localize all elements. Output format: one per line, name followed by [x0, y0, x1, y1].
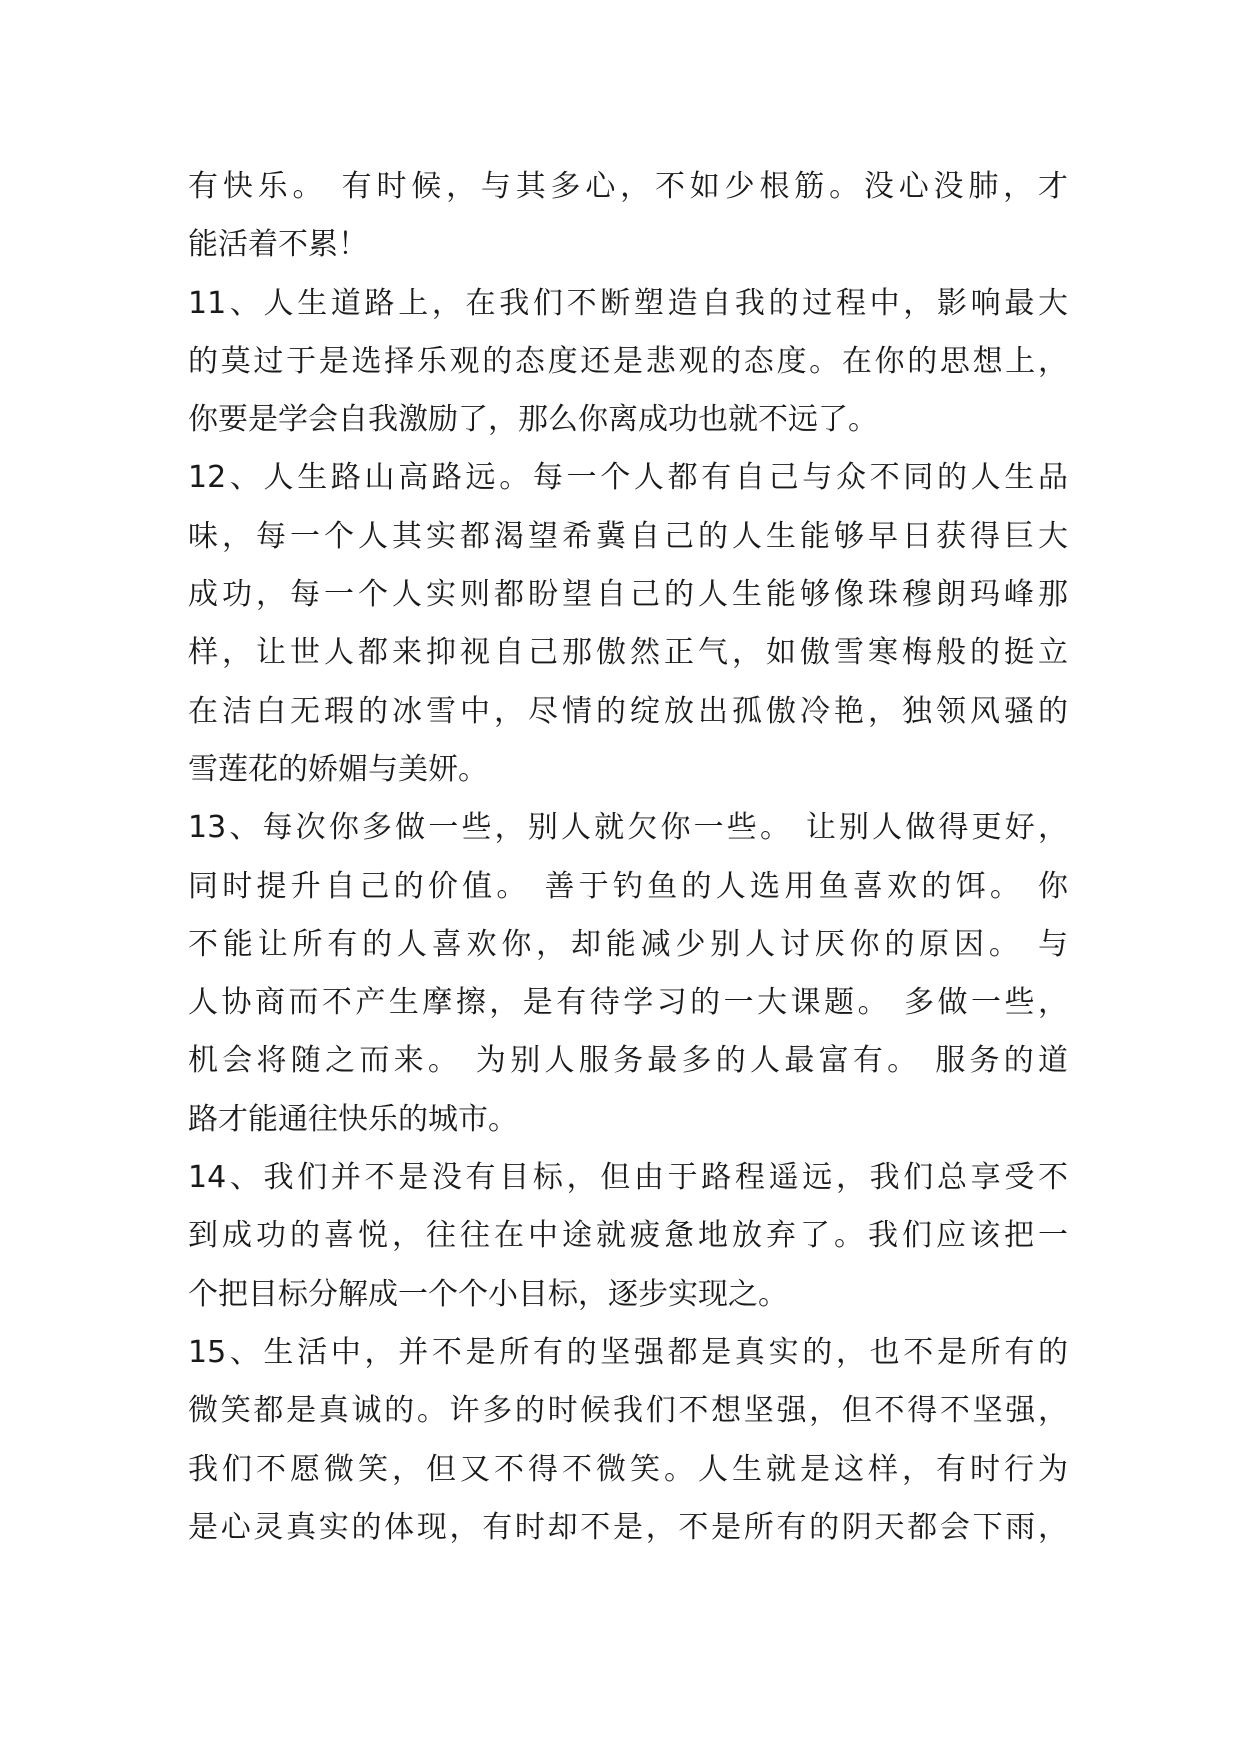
text-line: 12、人生路山高路远。每一个人都有自己与众不同的人生品: [188, 460, 1068, 496]
text-line: 成功，每一个人实则都盼望自己的人生能够像珠穆朗玛峰那: [188, 577, 1068, 613]
text-line: 你要是学会自我激励了，那么你离成功也就不远了。: [188, 402, 878, 438]
text-line: 我们不愿微笑，但又不得不微笑。人生就是这样，有时行为: [188, 1451, 1068, 1487]
text-line: 14、我们并不是没有目标，但由于路程遥远，我们总享受不: [188, 1160, 1068, 1196]
text-line: 有快乐。 有时候，与其多心，不如少根筋。没心没肺，才: [188, 169, 1068, 204]
text-line: 是心灵真实的体现，有时却不是，不是所有的阴天都会下雨，: [188, 1509, 1068, 1545]
text-line: 同时提升自己的价值。 善于钓鱼的人选用鱼喜欢的饵。 你: [188, 868, 1068, 904]
text-line: 13、每次你多做一些，别人就欠你一些。 让别人做得更好，: [188, 810, 1068, 846]
text-line: 个把目标分解成一个个小目标，逐步实现之。: [188, 1276, 788, 1312]
text-line: 机会将随之而来。 为别人服务最多的人最富有。 服务的道: [188, 1043, 1068, 1079]
text-line: 能活着不累！: [188, 227, 368, 263]
text-line: 样，让世人都来抑视自己那傲然正气，如傲雪寒梅般的挺立: [188, 635, 1068, 671]
text-line: 不能让所有的人喜欢你，却能减少别人讨厌你的原因。 与: [188, 926, 1068, 962]
text-line: 的莫过于是选择乐观的态度还是悲观的态度。在你的思想上，: [188, 343, 1068, 379]
text-line: 11、人生道路上，在我们不断塑造自我的过程中，影响最大: [188, 285, 1068, 321]
text-line: 微笑都是真诚的。许多的时候我们不想坚强，但不得不坚强，: [188, 1393, 1068, 1429]
document-body: [188, 158, 1068, 1557]
text-line: 雪莲花的娇媚与美妍。: [188, 751, 488, 787]
text-line: 在洁白无瑕的冰雪中，尽情的绽放出孤傲冷艳，独领风骚的: [188, 693, 1068, 729]
text-line: 路才能通往快乐的城市。: [188, 1101, 518, 1137]
text-line: 人协商而不产生摩擦，是有待学习的一大课题。 多做一些，: [188, 985, 1068, 1021]
text-line: 味，每一个人其实都渴望希冀自己的人生能够早日获得巨大: [188, 518, 1068, 554]
text-line: 到成功的喜悦，往往在中途就疲惫地放弃了。我们应该把一: [188, 1218, 1068, 1254]
text-line: 15、生活中，并不是所有的坚强都是真实的，也不是所有的: [188, 1334, 1068, 1370]
